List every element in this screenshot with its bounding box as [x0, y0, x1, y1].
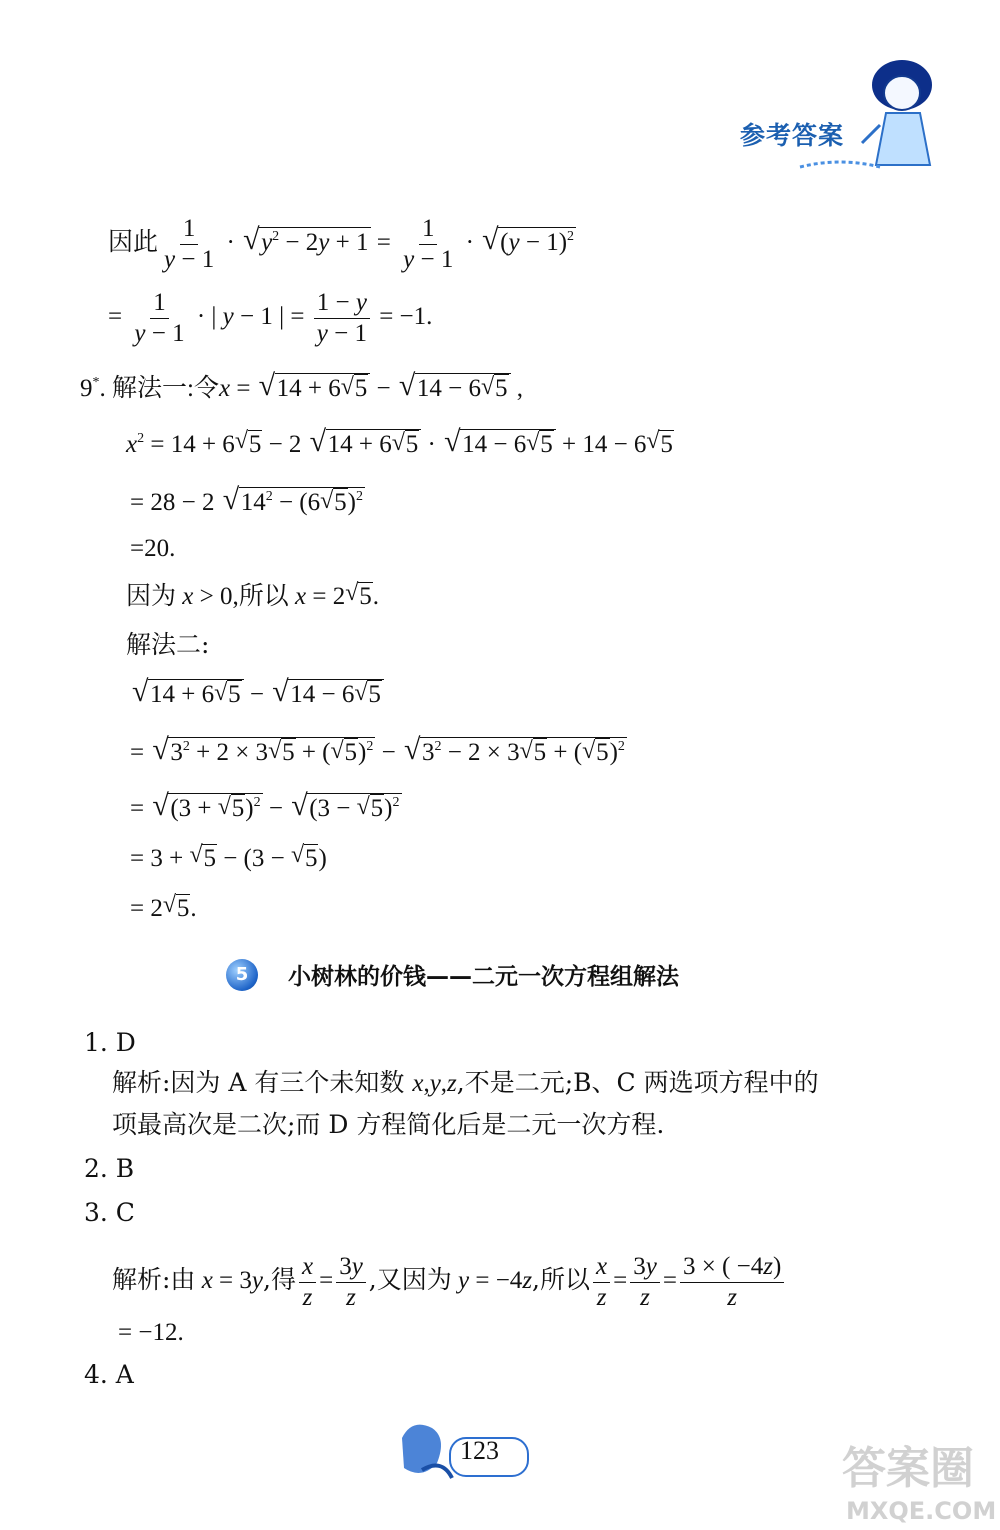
p9-line-4: =20. — [130, 535, 176, 562]
because-text: 因为 — [126, 583, 177, 610]
q3-explain-b: ,得 — [263, 1265, 296, 1295]
girl-mascot-illustration — [780, 55, 940, 175]
answer-1-explain-line-2: 项最高次是二次;而 D 方程简化后是二元一次方程. — [112, 1110, 665, 1139]
p9-method2-label: 解法二: — [126, 630, 210, 659]
watermark-top-text: 答案圈 — [842, 1443, 974, 1494]
prev-lead-text: 因此 — [108, 229, 159, 257]
p9-m2-line-5: = 2√ 5. — [130, 892, 197, 926]
p9-number: 9 — [80, 375, 93, 402]
p9-m2-line-2: = √ $3^2 + 2 \times 3√$ 5 + (√ 5)$^2$ − √ $3^2 - 2 \times 3√$ 5 + (√ 5)$^2$ — [130, 736, 627, 770]
p9-m2-line-1: √ 14 + 6√ 5 − √ 14 − 6√ 5 — [130, 678, 384, 712]
q1-explain-a: 解析:因为 A 有三个未知数 — [112, 1068, 405, 1097]
p9-m2-line-4: = 3 + √ 5 − (3 − √ 5) — [130, 842, 327, 876]
prev-line-2: = $\frac{1}{y - 1}$ · | y − 1 | = $\frac{1 - y}{y - 1}$ = −1. — [108, 289, 433, 347]
answer-1: 1. D — [84, 1028, 136, 1057]
p9-star: * — [92, 375, 100, 390]
p9-line-3: = 28 − 2 √ $14^2 - (6√$ 5)$^2$ — [130, 486, 365, 520]
prev-line-1: 因此 $\frac{1}{y - 1}$ · √ $y^2 - 2y + 1$ = $\frac{1}{y - 1}$ · √ $(y - 1)^2$ — [108, 214, 576, 275]
watermark-bottom-text: MXQE.COM — [846, 1497, 997, 1525]
answer-4: 4. A — [84, 1360, 134, 1389]
q3-explain-c: ,又因为 — [368, 1265, 452, 1295]
q1-explain-b: ,不是二元;B、C 两选项方程中的 — [456, 1068, 819, 1097]
page-number: 123 — [460, 1436, 499, 1465]
q3-explain-d: ,所以 — [532, 1265, 590, 1295]
section-title: 小树林的价钱——二元一次方程组解法 — [288, 964, 679, 990]
q3-explain-a: 解析:由 — [112, 1265, 196, 1295]
answer-3-result: = −12. — [118, 1319, 184, 1346]
answer-key-header: 参考答案 — [740, 121, 845, 150]
answer-3-explain: 解析:由 x = 3y,得 $\frac{x}{z}$ = $\frac{3y}{z}$ ,又因为 y = −4z,所以 $\frac{x}{z}$ = $\frac{3y}{z}$ = $\frac{3 \times ( -4z)}{z}$ — [112, 1252, 787, 1313]
p9-line-5: 因为 x > 0,所以 x = 2√ 5. — [126, 580, 379, 614]
p9-line-1: 9*. 解法一:令x = √ 14 + 6√ 5 − √ 14 − 6√ 5 , — [80, 372, 523, 406]
watermark-logo — [838, 1435, 998, 1527]
answer-1-explain-line-1: 解析:因为 A 有三个未知数 x,y,z,不是二元;B、C 两选项方程中的 — [112, 1068, 819, 1097]
so-text: ,所以 — [232, 583, 289, 610]
section-heading — [226, 958, 679, 991]
p9-m2-line-3: = √ (3 + √ 5)$^2$ − √ (3 − √ 5)$^2$ — [130, 792, 402, 826]
answer-2: 2. B — [84, 1154, 135, 1183]
p9-method1-label: . 解法一:令 — [99, 375, 219, 402]
p9-line-2: $x^2 = 14 + 6√$ 5 − 2 √ 14 + 6√ 5 · √ 14 − 6√ 5 + 14 − 6√ 5 — [126, 428, 674, 462]
section-number-badge: 5 — [226, 959, 258, 991]
answer-3: 3. C — [84, 1198, 135, 1227]
